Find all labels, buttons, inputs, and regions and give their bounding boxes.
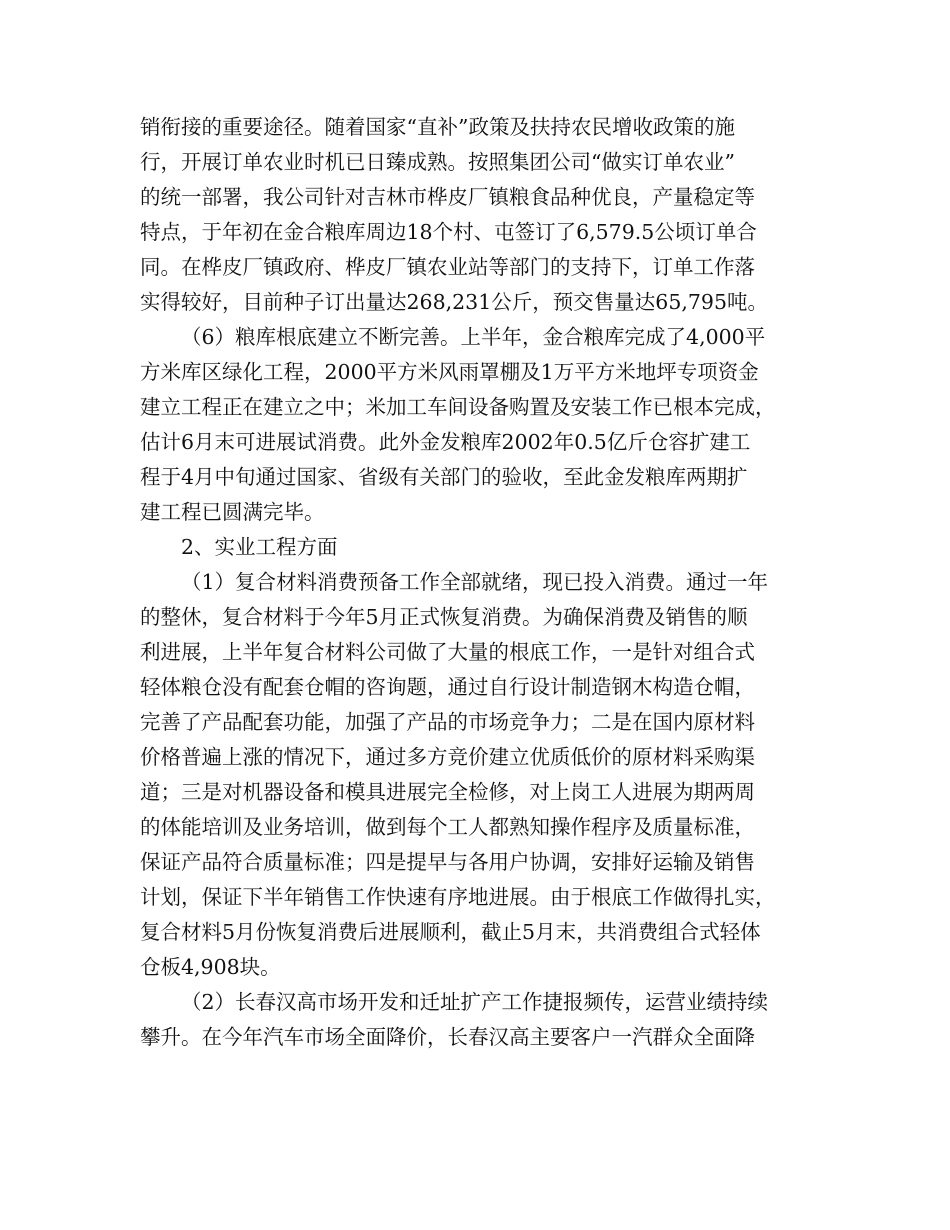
text-line: 仓板4,908块。 xyxy=(140,955,281,979)
paragraph-composite-materials xyxy=(140,565,810,985)
text-line: 的统一部署，我公司针对吉林市桦皮厂镇粮食品种优良，产量稳定等 xyxy=(140,185,755,209)
text-line: 估计6月末可进展试消费。此外金发粮库2002年0.5亿斤仓容扩建工 xyxy=(140,430,751,454)
section-heading: 2、实业工程方面 xyxy=(181,535,338,559)
text-line: 计划，保证下半年销售工作快速有序地进展。由于根底工作做得扎实， xyxy=(140,885,776,909)
text-line: 行，开展订单农业时机已日臻成熟。按照集团公司“做实订单农业” xyxy=(140,150,735,174)
text-line: 复合材料5月份恢复消费后进展顺利，截止5月末，共消费组合式轻体 xyxy=(140,920,761,944)
text-line: 建立工程正在建立之中；米加工车间设备购置及安装工作已根本完成， xyxy=(140,395,776,419)
text-line: 方米库区绿化工程，2000平方米风雨罩棚及1万平方米地坪专项资金 xyxy=(140,360,759,384)
text-line: 完善了产品配套功能，加强了产品的市场竞争力；二是在国内原材料 xyxy=(140,710,755,734)
text-line: 轻体粮仓没有配套仓帽的咨询题，通过自行设计制造钢木构造仓帽， xyxy=(140,675,755,699)
text-line: 利进展，上半年复合材料公司做了大量的根底工作，一是针对组合式 xyxy=(140,640,755,664)
section-heading-industry xyxy=(140,530,810,565)
text-line: 建工程已圆满完毕。 xyxy=(140,500,325,524)
text-line: 攀升。在今年汽车市场全面降价，长春汉高主要客户一汽群众全面降 xyxy=(140,1025,755,1049)
text-line: 的整休，复合材料于今年5月正式恢复消费。为确保消费及销售的顺 xyxy=(140,605,748,629)
text-line: 保证产品符合质量标准；四是提早与各用户协调，安排好运输及销售 xyxy=(140,850,755,874)
text-line: 销衔接的重要途径。随着国家“直补”政策及扶持农民增收政策的施 xyxy=(140,115,735,139)
text-line: 同。在桦皮厂镇政府、桦皮厂镇农业站等部门的支持下，订单工作落 xyxy=(140,255,755,279)
paragraph-order-farming xyxy=(140,110,810,320)
text-line: 程于4月中旬通过国家、省级有关部门的验收，至此金发粮库两期扩 xyxy=(140,465,748,489)
text-line: 特点，于年初在金合粮库周边18个村、屯签订了6,579.5公顷订单合 xyxy=(140,220,757,244)
text-line: 实得较好，目前种子订出量达268,231公斤，预交售量达65,795吨。 xyxy=(140,290,769,314)
text-line: 道；三是对机器设备和模具进展完全检修，对上岗工人进展为期两周 xyxy=(140,780,755,804)
text-line: （2）长春汉高市场开发和迁址扩产工作捷报频传，运营业绩持续 xyxy=(181,990,769,1014)
paragraph-granary-construction xyxy=(140,320,810,530)
text-line: 的体能培训及业务培训，做到每个工人都熟知操作程序及质量标准， xyxy=(140,815,755,839)
body-text xyxy=(140,110,810,1055)
text-line: （1）复合材料消费预备工作全部就绪，现已投入消费。通过一年 xyxy=(181,570,769,594)
paragraph-changchun-henkel xyxy=(140,985,810,1055)
text-line: （6）粮库根底建立不断完善。上半年，金合粮库完成了4,000平 xyxy=(181,325,766,349)
text-line: 价格普遍上涨的情况下，通过多方竞价建立优质低价的原材料采购渠 xyxy=(140,745,755,769)
